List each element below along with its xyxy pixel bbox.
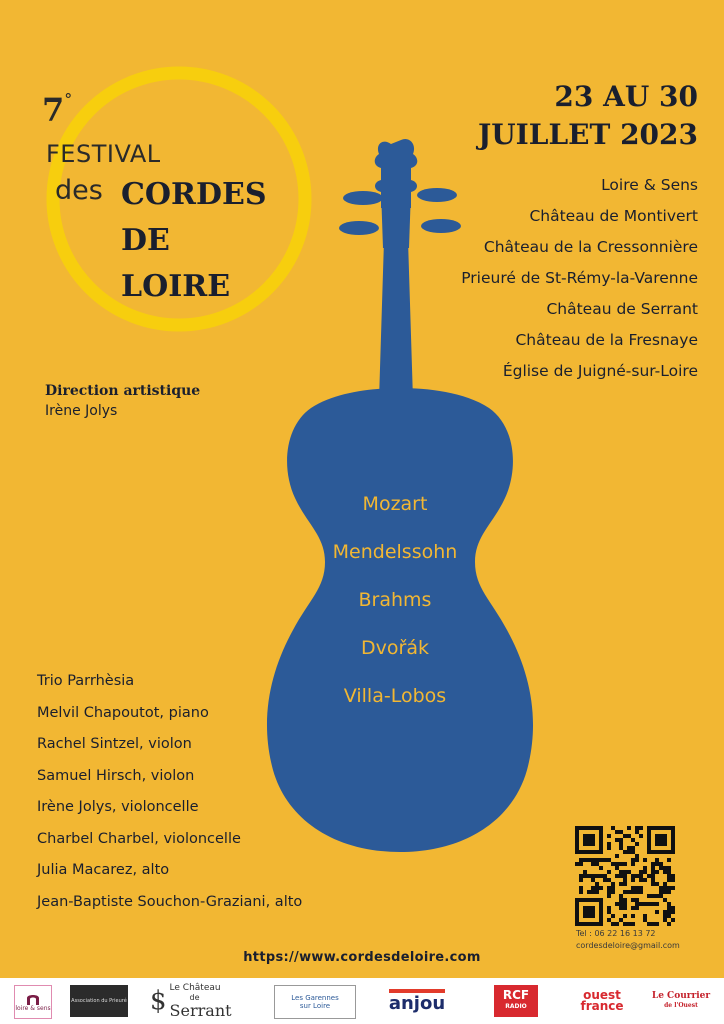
qr-module xyxy=(575,862,579,866)
website-link[interactable]: https://www.cordesdeloire.com xyxy=(243,950,481,965)
direction-name: Irène Jolys xyxy=(45,403,118,419)
qr-module xyxy=(603,858,607,862)
qr-module xyxy=(623,902,627,906)
venue-item: Château de la Cressonnière xyxy=(483,238,698,256)
qr-module xyxy=(615,874,619,878)
qr-module xyxy=(619,842,623,846)
edition-number: 7° xyxy=(42,90,73,129)
qr-module xyxy=(663,870,667,874)
qr-module xyxy=(607,886,611,890)
qr-module xyxy=(607,870,611,874)
qr-module xyxy=(667,890,671,894)
phone-number: Tel : 06 22 16 13 72 xyxy=(576,929,656,938)
qr-module xyxy=(667,870,671,874)
qr-module xyxy=(583,874,587,878)
qr-module xyxy=(651,882,655,886)
qr-module xyxy=(631,846,635,850)
qr-module xyxy=(671,906,675,910)
qr-module xyxy=(655,882,659,886)
qr-module xyxy=(603,878,607,882)
qr-module xyxy=(639,890,643,894)
qr-module xyxy=(619,882,623,886)
qr-module xyxy=(639,886,643,890)
qr-module xyxy=(607,834,611,838)
qr-module xyxy=(635,902,639,906)
qr-module xyxy=(631,914,635,918)
qr-module xyxy=(623,870,627,874)
sponsor-logo-rcf[interactable]: RCF RADIO xyxy=(494,985,538,1017)
qr-module xyxy=(619,838,623,842)
musician-item: Trio Parrhèsia xyxy=(37,673,135,689)
qr-module xyxy=(591,890,595,894)
qr-module xyxy=(591,886,595,890)
qr-module xyxy=(671,886,675,890)
qr-module xyxy=(627,890,631,894)
festival-name-line: LOIRE xyxy=(121,269,231,304)
composer-item: Mozart xyxy=(362,493,428,515)
qr-module xyxy=(655,870,659,874)
qr-module xyxy=(623,914,627,918)
qr-module xyxy=(627,870,631,874)
qr-module xyxy=(643,902,647,906)
qr-module xyxy=(667,922,671,926)
qr-module xyxy=(659,886,663,890)
qr-module xyxy=(623,906,627,910)
qr-module xyxy=(611,914,615,918)
qr-module xyxy=(655,858,659,862)
qr-module xyxy=(615,866,619,870)
qr-module xyxy=(651,862,655,866)
qr-module xyxy=(671,910,675,914)
musician-item: Melvil Chapoutot, piano xyxy=(37,704,209,721)
qr-module xyxy=(659,862,663,866)
qr-module xyxy=(631,858,635,862)
composer-item: Villa-Lobos xyxy=(343,685,447,707)
composer-item: Mendelssohn xyxy=(332,541,458,563)
festival-name-line: CORDES xyxy=(121,177,267,212)
qr-module xyxy=(639,834,643,838)
qr-module xyxy=(631,890,635,894)
qr-module xyxy=(635,830,639,834)
qr-module xyxy=(587,874,591,878)
qr-module xyxy=(635,906,639,910)
qr-module xyxy=(603,874,607,878)
qr-module xyxy=(607,842,611,846)
qr-module xyxy=(579,858,583,862)
qr-module xyxy=(671,874,675,878)
qr-module xyxy=(667,910,671,914)
qr-module xyxy=(643,914,647,918)
sponsor-text: Le Château de Serrant xyxy=(169,983,232,1020)
sponsor-logo-garennes[interactable]: Les Garennes sur Loire xyxy=(274,985,356,1019)
qr-module xyxy=(611,922,615,926)
email-address[interactable]: cordesdeloire@gmail.com xyxy=(576,941,680,950)
qr-module xyxy=(615,830,619,834)
qr-module xyxy=(611,826,615,830)
qr-module xyxy=(667,858,671,862)
qr-module xyxy=(667,886,671,890)
qr-module xyxy=(671,878,675,882)
qr-module xyxy=(591,862,595,866)
qr-module xyxy=(615,854,619,858)
qr-module xyxy=(667,874,671,878)
qr-code[interactable] xyxy=(575,826,675,926)
musician-item: Rachel Sintzel, violon xyxy=(37,736,192,752)
qr-module xyxy=(623,882,627,886)
arch-icon xyxy=(26,993,40,1005)
qr-module xyxy=(639,874,643,878)
qr-module xyxy=(619,870,623,874)
sponsor-logo-serrant[interactable] xyxy=(150,983,250,1020)
qr-module xyxy=(651,874,655,878)
qr-module xyxy=(599,874,603,878)
qr-module xyxy=(627,834,631,838)
qr-module xyxy=(643,866,647,870)
qr-module xyxy=(655,894,659,898)
venue-item: Loire & Sens xyxy=(601,176,698,194)
qr-module xyxy=(659,894,663,898)
date-month-year: JUILLET 2023 xyxy=(478,118,698,151)
sponsor-logo-courrier[interactable]: Le Courrier de l'Ouest xyxy=(651,991,711,1009)
qr-module xyxy=(579,862,583,866)
qr-module xyxy=(647,922,651,926)
qr-module xyxy=(631,850,635,854)
qr-module xyxy=(643,878,647,882)
qr-finder xyxy=(655,834,667,846)
qr-module xyxy=(591,874,595,878)
qr-module xyxy=(651,922,655,926)
qr-module xyxy=(579,886,583,890)
qr-module xyxy=(599,858,603,862)
qr-module xyxy=(579,890,583,894)
qr-module xyxy=(627,846,631,850)
qr-module xyxy=(607,894,611,898)
qr-module xyxy=(611,882,615,886)
qr-module xyxy=(607,918,611,922)
qr-module xyxy=(591,858,595,862)
qr-module xyxy=(635,874,639,878)
qr-module xyxy=(591,878,595,882)
qr-module xyxy=(607,878,611,882)
musician-item: Jean-Baptiste Souchon-Graziani, alto xyxy=(37,893,303,910)
qr-module xyxy=(635,898,639,902)
qr-module xyxy=(647,874,651,878)
sponsor-text: Association du Prieuré xyxy=(71,998,127,1004)
qr-module xyxy=(647,894,651,898)
qr-module xyxy=(663,882,667,886)
qr-module xyxy=(659,866,663,870)
qr-module xyxy=(639,826,643,830)
qr-module xyxy=(579,874,583,878)
qr-module xyxy=(595,862,599,866)
composer-item: Brahms xyxy=(358,589,432,611)
qr-module xyxy=(667,906,671,910)
qr-module xyxy=(639,878,643,882)
qr-module xyxy=(619,874,623,878)
qr-module xyxy=(595,874,599,878)
qr-module xyxy=(587,858,591,862)
qr-module xyxy=(595,890,599,894)
qr-module xyxy=(631,886,635,890)
qr-module xyxy=(595,886,599,890)
qr-module xyxy=(583,858,587,862)
sponsor-logo-loire-sens[interactable] xyxy=(14,985,52,1019)
qr-module xyxy=(615,922,619,926)
qr-finder xyxy=(583,834,595,846)
qr-module xyxy=(611,886,615,890)
qr-module xyxy=(623,890,627,894)
qr-module xyxy=(623,898,627,902)
qr-module xyxy=(587,890,591,894)
venue-item: Château de la Fresnaye xyxy=(515,331,698,349)
venue-item: Prieuré de St-Rémy-la-Varenne xyxy=(461,269,698,287)
qr-module xyxy=(655,902,659,906)
qr-module xyxy=(579,878,583,882)
qr-module xyxy=(635,890,639,894)
qr-module xyxy=(623,878,627,882)
qr-module xyxy=(619,846,623,850)
qr-module xyxy=(627,826,631,830)
qr-module xyxy=(615,902,619,906)
qr-module xyxy=(607,858,611,862)
qr-module xyxy=(635,858,639,862)
qr-module xyxy=(627,922,631,926)
qr-module xyxy=(667,866,671,870)
qr-module xyxy=(655,922,659,926)
qr-module xyxy=(651,894,655,898)
festival-name xyxy=(121,172,267,310)
qr-module xyxy=(635,842,639,846)
qr-module xyxy=(655,862,659,866)
qr-module xyxy=(619,894,623,898)
musician-item: Samuel Hirsch, violon xyxy=(37,767,195,784)
qr-module xyxy=(623,862,627,866)
qr-module xyxy=(619,898,623,902)
qr-module xyxy=(619,906,623,910)
qr-module xyxy=(631,878,635,882)
qr-module xyxy=(655,910,659,914)
qr-module xyxy=(595,882,599,886)
qr-module xyxy=(583,870,587,874)
qr-module xyxy=(663,890,667,894)
qr-module xyxy=(631,838,635,842)
qr-module xyxy=(663,886,667,890)
festival-label: FESTIVAL xyxy=(46,140,161,168)
qr-module xyxy=(631,874,635,878)
qr-module xyxy=(663,910,667,914)
qr-module xyxy=(607,846,611,850)
qr-module xyxy=(627,850,631,854)
qr-module xyxy=(615,838,619,842)
qr-module xyxy=(651,870,655,874)
qr-finder xyxy=(583,906,595,918)
qr-module xyxy=(623,874,627,878)
composer-list xyxy=(300,480,490,720)
qr-module xyxy=(623,850,627,854)
sponsor-logo-prieure[interactable] xyxy=(70,985,128,1017)
venue-item: Château de Serrant xyxy=(546,300,698,318)
qr-module xyxy=(671,918,675,922)
qr-module xyxy=(667,878,671,882)
qr-module xyxy=(623,834,627,838)
qr-module xyxy=(659,890,663,894)
qr-module xyxy=(663,898,667,902)
qr-module xyxy=(663,866,667,870)
qr-module xyxy=(607,910,611,914)
date-range: 23 AU 30 xyxy=(554,80,698,113)
qr-module xyxy=(619,862,623,866)
qr-module xyxy=(663,914,667,918)
qr-module xyxy=(595,858,599,862)
venue-item: Château de Montivert xyxy=(529,207,698,225)
qr-module xyxy=(639,870,643,874)
qr-module xyxy=(667,902,671,906)
qr-module xyxy=(611,890,615,894)
qr-module xyxy=(631,862,635,866)
qr-module xyxy=(643,858,647,862)
musician-list xyxy=(37,666,302,918)
qr-module xyxy=(667,914,671,918)
qr-module xyxy=(635,826,639,830)
musician-item: Charbel Charbel, violoncelle xyxy=(37,830,241,847)
qr-module xyxy=(647,902,651,906)
qr-module xyxy=(643,918,647,922)
qr-module xyxy=(631,898,635,902)
qr-module xyxy=(631,906,635,910)
musician-item: Irène Jolys, violoncelle xyxy=(37,799,199,815)
qr-module xyxy=(663,918,667,922)
sponsor-text: loire & sens xyxy=(15,1004,51,1012)
qr-module xyxy=(619,830,623,834)
sponsor-logo-ouest-france[interactable]: ouest france xyxy=(580,988,624,1013)
qr-module xyxy=(643,870,647,874)
direction-label: Direction artistique xyxy=(45,383,201,399)
qr-module xyxy=(599,886,603,890)
qr-module xyxy=(639,902,643,906)
composer-item: Dvořák xyxy=(361,637,429,659)
qr-module xyxy=(623,922,627,926)
musician-item: Julia Macarez, alto xyxy=(37,862,170,878)
qr-module xyxy=(619,902,623,906)
qr-module xyxy=(651,866,655,870)
qr-module xyxy=(599,866,603,870)
qr-module xyxy=(615,862,619,866)
qr-module xyxy=(611,862,615,866)
qr-module xyxy=(651,878,655,882)
qr-module xyxy=(635,854,639,858)
qr-module xyxy=(651,902,655,906)
des-label: des xyxy=(55,175,103,206)
festival-name-line: DE xyxy=(121,223,170,258)
qr-module xyxy=(607,906,611,910)
qr-module xyxy=(631,922,635,926)
qr-module xyxy=(635,886,639,890)
qr-module xyxy=(607,890,611,894)
sponsor-logo-anjou[interactable]: anjou xyxy=(388,985,446,1017)
qr-module xyxy=(619,918,623,922)
dollar-s-icon: $ xyxy=(150,986,167,1016)
venue-item: Église de Juigné-sur-Loire xyxy=(502,362,698,380)
